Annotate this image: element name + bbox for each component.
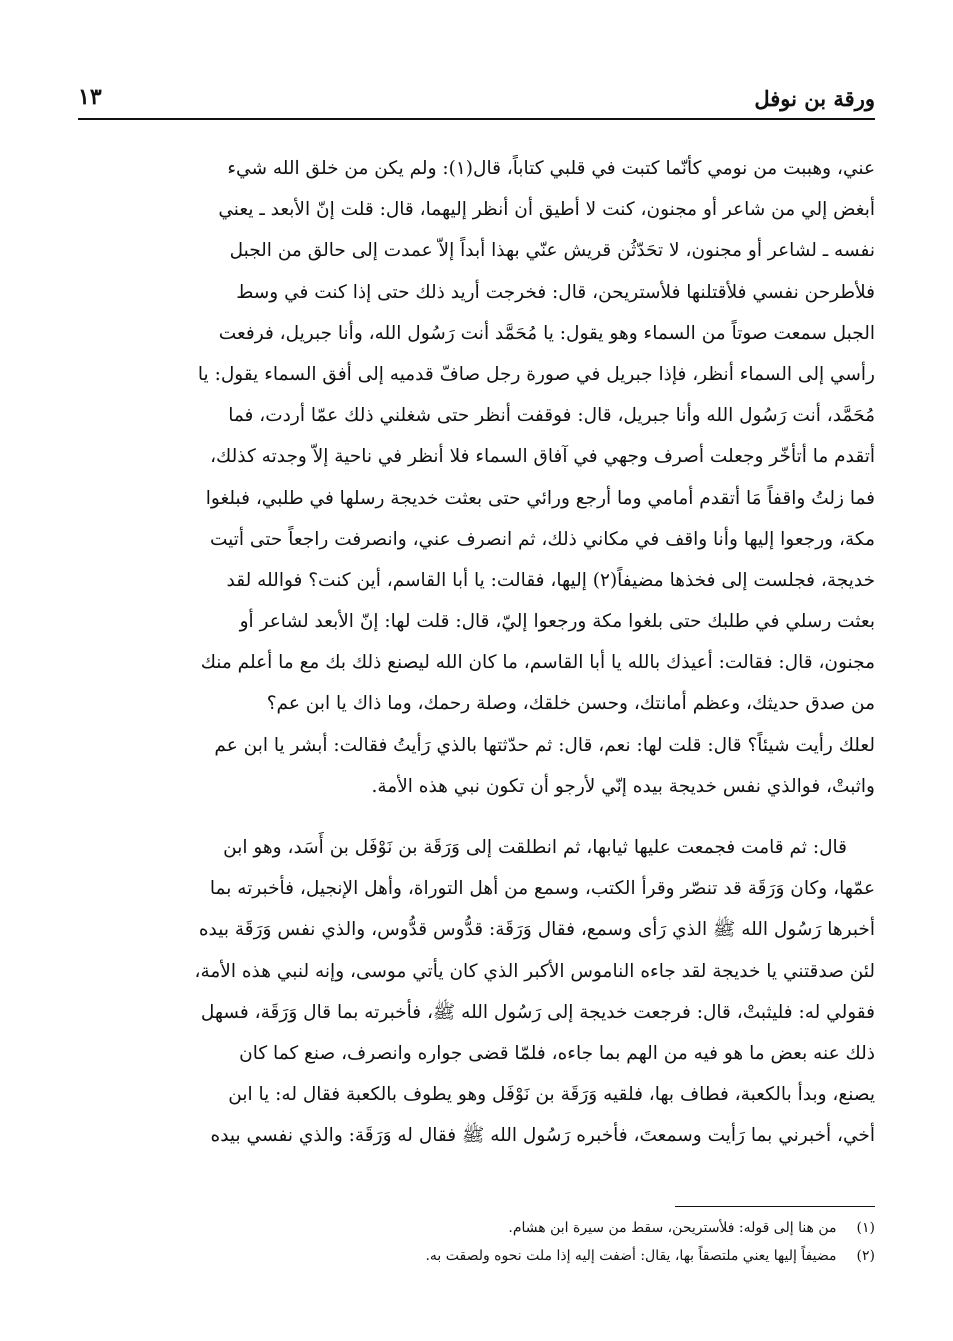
- text-line: لئن صدقتني يا خديجة لقد جاءه الناموس الأكبر الذي كان يأتي موسى، وإنه لنبي هذه الأمة،: [194, 960, 875, 982]
- text-line: عني، وهببت من نومي كأنّما كتبت في قلبي كتاباً، قال(١): ولم يكن من خلق الله شيء: [227, 158, 875, 179]
- text-line: فما زلتُ واقفاً مَا أتقدم أمامي وما أرجع ورائي حتى بعثت خديجة رسلها في طلبي، فبلغوا: [205, 487, 875, 509]
- text-line: أخبرها رَسُول الله ﷺ الذي رَأى وسمع، فقال وَرَقَة: قدُّوس قدُّوس، والذي نفس وَرَقَة بيده: [198, 919, 875, 941]
- footnote-1: [78, 1214, 875, 1242]
- text-line: يصنع، وبدأ بالكعبة، فطاف بها، فلقيه وَرَقَة بن نَوْفَل وهو يطوف بالكعبة فقال له: يا ابن: [228, 1084, 875, 1106]
- footnotes: [78, 1214, 875, 1270]
- page-number: ١٣: [78, 84, 102, 110]
- running-header: [78, 78, 875, 120]
- text-line: من صدق حديثك، وعظم أمانتك، وحسن خلقك، وصلة رحمك، وما ذاك يا ابن عم؟: [266, 693, 875, 715]
- text-line: أبغض إلي من شاعر أو مجنون، كنت لا أطيق أن أنظر إليهما، قال: قلت إنّ الأبعد ـ يعني: [218, 199, 875, 221]
- text-line: واثبتْ، فوالذي نفس خديجة بيده إنّي لأرجو أن تكون نبي هذه الأمة.: [371, 775, 875, 797]
- footnote-2: [78, 1242, 875, 1270]
- text-line: رأسي إلى السماء أنظر، فإذا جبريل في صورة رجل صافّ قدميه إلى أفق السماء يقول: يا: [197, 363, 875, 385]
- text-line: لعلك رأيت شيئاً؟ قال: قلت لها: نعم، قال: ثم حدّثتها بالذي رَأيتُ فقالت: أبشر يا ابن عم: [214, 734, 875, 756]
- text-line: عمّها، وكان وَرَقَة قد تنصّر وقرأ الكتب، وسمع من أهل التوراة، وأهل الإنجيل، فأخبرته بما: [209, 878, 875, 900]
- text-line: نفسه ـ لشاعر أو مجنون، لا تحَدّثُن قريش عنّي بهذا أبداً إلاّ عمدت إلى حالق من الجبل: [229, 240, 875, 262]
- main-text: [78, 148, 875, 1157]
- text-line: مكة، ورجعوا إليها وأنا واقف في مكاني ذلك، ثم انصرف عني، وانصرفت راجعاً حتى أتيت: [210, 528, 875, 550]
- text-line: بعثت رسلي في طلبك حتى بلغوا مكة ورجعوا إليّ، قال: قلت لها: إنّ الأبعد لشاعر أو: [239, 611, 875, 633]
- text-line: خديجة، فجلست إلى فخذها مضيفاً(٢) إليها، فقالت: يا أبا القاسم، أين كنت؟ فوالله لقد: [226, 569, 875, 591]
- text-line: ذلك عنه بعض ما هو فيه من الهم بما جاءه، فلمّا قضى جواره وانصرف، صنع كما كان: [239, 1042, 875, 1064]
- footnote-text: من هنا إلى قوله: فلأستريحن، سقط من سيرة ابن هشام.: [508, 1220, 837, 1236]
- text-line: قال: ثم قامت فجمعت عليها ثيابها، ثم انطلقت إلى وَرَقَة بن نَوْفَل بن أَسَد، وهو ابن: [223, 837, 847, 858]
- footnote-number: (١): [856, 1220, 875, 1236]
- running-title: ورقة بن نوفل: [754, 86, 875, 111]
- footnote-separator: [675, 1206, 875, 1207]
- footnote-text: مضيفاً إليها يعني ملتصقاً بها، يقال: أضفت إليه إذا ملت نحوه ولصقت به.: [425, 1248, 837, 1264]
- paragraph-2: [78, 827, 875, 1157]
- text-line: مُحَمَّد، أنت رَسُول الله وأنا جبريل، قال: فوقفت أنظر حتى شغلني ذلك عمّا أردت، فما: [228, 405, 875, 427]
- footnote-number: (٢): [856, 1248, 875, 1264]
- text-line: الجبل سمعت صوتاً من السماء وهو يقول: يا مُحَمَّد أنت رَسُول الله، وأنا جبريل، فرفعت: [218, 322, 875, 344]
- paragraph-1: [78, 148, 875, 807]
- text-line: فقولي له: فليثبتْ، قال: فرجعت خديجة إلى رَسُول الله ﷺ، فأخبرته بما قال وَرَقَة، فسهل: [200, 1001, 875, 1023]
- text-line: أخي، أخبرني بما رَأيت وسمعتَ، فأخبره رَسُول الله ﷺ فقال له وَرَقَة: والذي نفسي بيده: [210, 1125, 875, 1147]
- text-line: أتقدم ما أتأخّر وجعلت أصرف وجهي في آفاق السماء فلا أنظر في ناحية إلاّ وجدته كذلك،: [210, 446, 875, 468]
- text-line: فلأطرحن نفسي فلأقتلنها فلأستريحن، قال: فخرجت أريد ذلك حتى إذا كنت في وسط: [236, 281, 875, 303]
- text-line: مجنون، قال: فقالت: أعيذك بالله يا أبا القاسم، ما كان الله ليصنع ذلك بك مع ما أعلم منك: [200, 652, 875, 674]
